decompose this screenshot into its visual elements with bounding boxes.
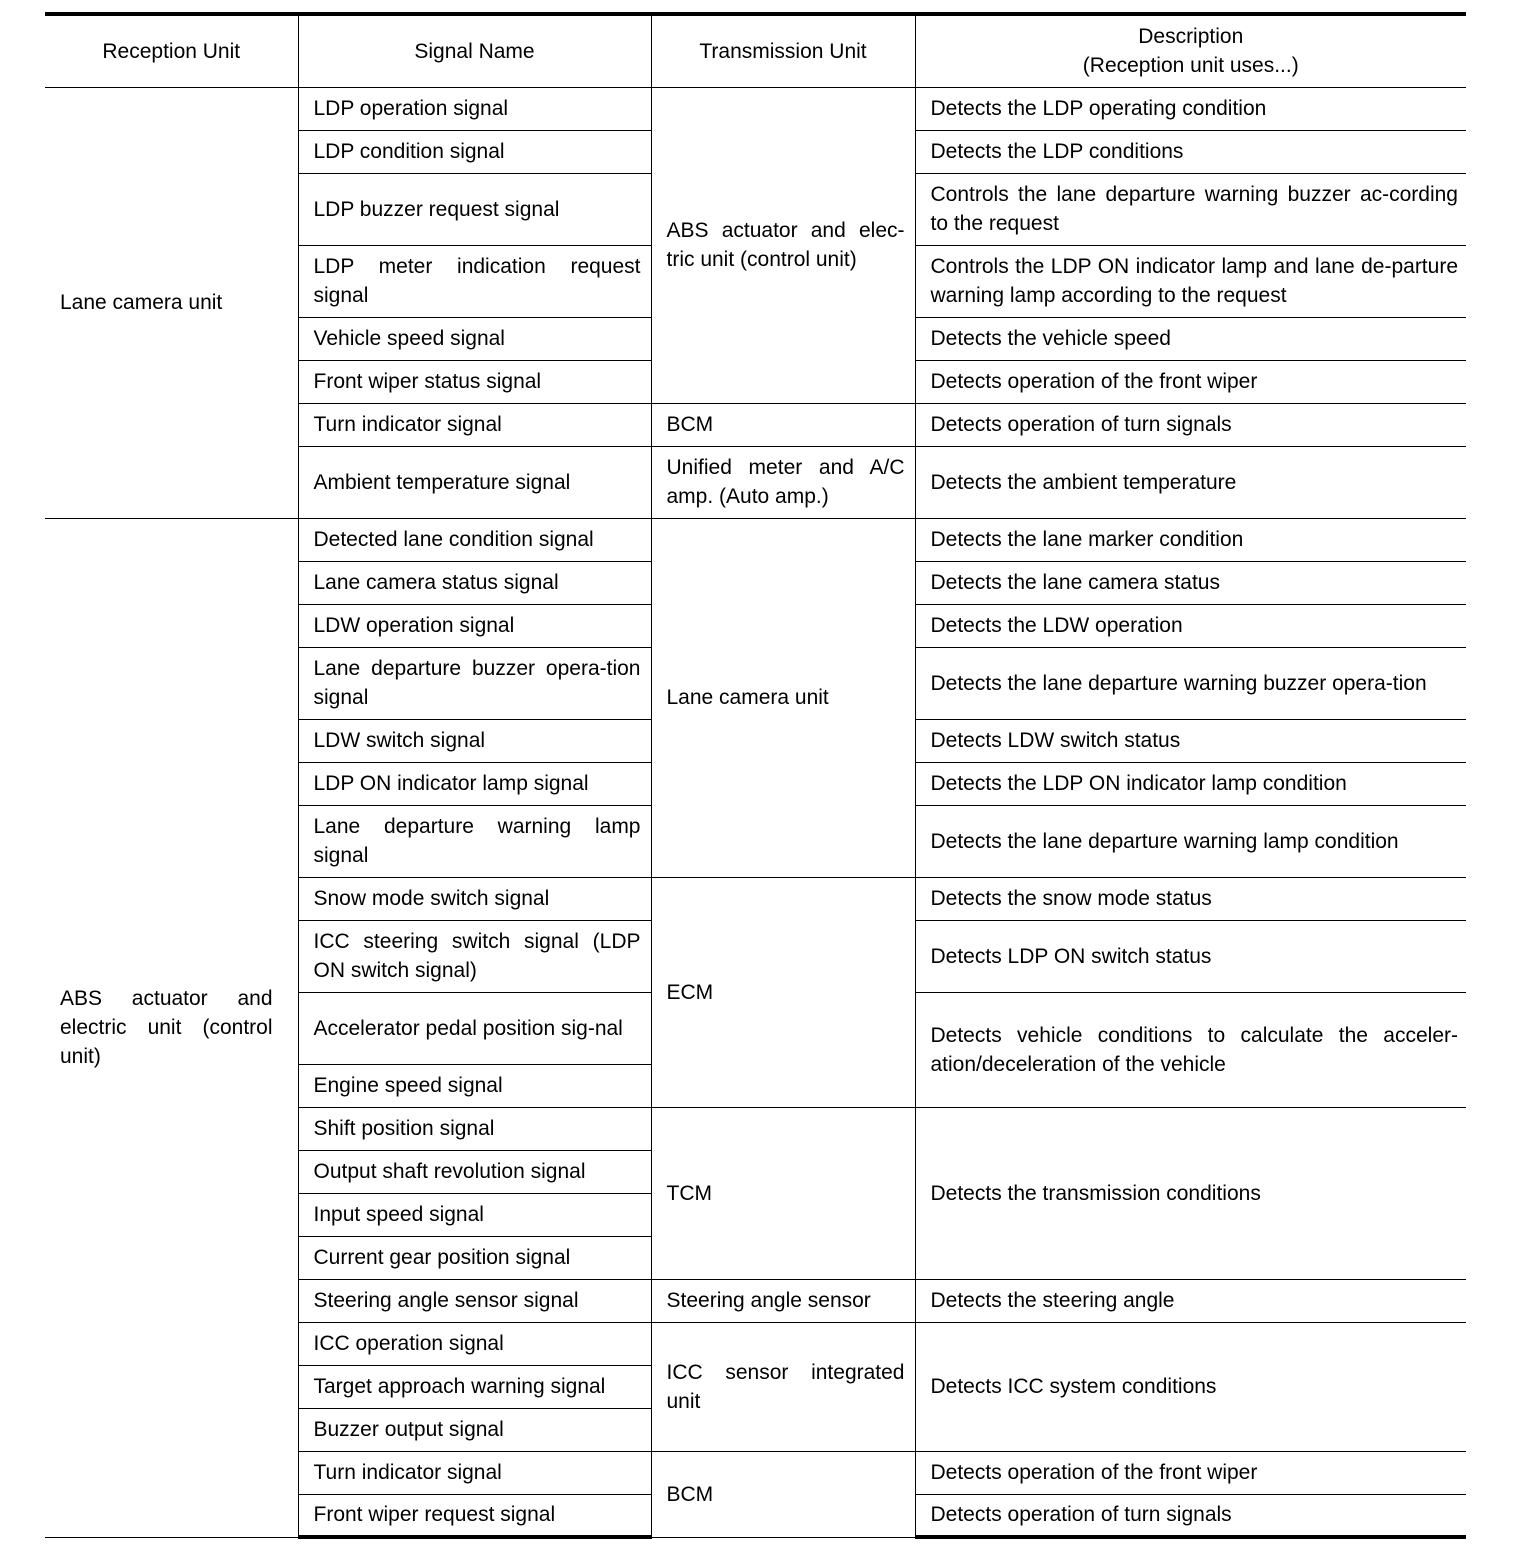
transmission-unit-cell: Steering angle sensor bbox=[651, 1279, 915, 1322]
description-cell: Detects operation of the front wiper bbox=[915, 1451, 1466, 1494]
reception-unit-cell: Lane camera unit bbox=[45, 87, 298, 518]
signal-name-cell: Detected lane condition signal bbox=[298, 518, 651, 561]
signal-name-cell: LDW switch signal bbox=[298, 719, 651, 762]
signal-name-cell: Input speed signal bbox=[298, 1193, 651, 1236]
description-cell: Detects the transmission conditions bbox=[915, 1107, 1466, 1279]
transmission-unit-cell: ECM bbox=[651, 877, 915, 1107]
description-cell: Detects the lane camera status bbox=[915, 561, 1466, 604]
description-cell: Detects the LDP operating condition bbox=[915, 87, 1466, 130]
description-cell: Detects the LDP conditions bbox=[915, 130, 1466, 173]
description-cell: Detects the snow mode status bbox=[915, 877, 1466, 920]
signal-name-cell: ICC steering switch signal (LDP ON switch signal) bbox=[298, 920, 651, 992]
transmission-unit-cell: TCM bbox=[651, 1107, 915, 1279]
signal-name-cell: Engine speed signal bbox=[298, 1064, 651, 1107]
signal-name-cell: ICC operation signal bbox=[298, 1322, 651, 1365]
signal-name-cell: LDP condition signal bbox=[298, 130, 651, 173]
signal-name-cell: Output shaft revolution signal bbox=[298, 1150, 651, 1193]
transmission-unit-cell: BCM bbox=[651, 403, 915, 446]
transmission-unit-cell: Lane camera unit bbox=[651, 518, 915, 877]
signal-name-cell: Front wiper request signal bbox=[298, 1494, 651, 1537]
signal-name-cell: Steering angle sensor signal bbox=[298, 1279, 651, 1322]
signal-name-cell: LDP ON indicator lamp signal bbox=[298, 762, 651, 805]
description-cell: Detects the ambient temperature bbox=[915, 446, 1466, 518]
transmission-unit-cell: BCM bbox=[651, 1451, 915, 1537]
description-cell: Detects the LDP ON indicator lamp condition bbox=[915, 762, 1466, 805]
description-cell: Detects LDP ON switch status bbox=[915, 920, 1466, 992]
header-signal-name: Signal Name bbox=[298, 14, 651, 87]
signal-name-cell: Ambient temperature signal bbox=[298, 446, 651, 518]
description-cell: Detects operation of the front wiper bbox=[915, 360, 1466, 403]
description-cell: Detects vehicle conditions to calculate the acceler-ation/deceleration of the vehicle bbox=[915, 992, 1466, 1107]
signal-name-cell: Turn indicator signal bbox=[298, 403, 651, 446]
signal-name-cell: Lane camera status signal bbox=[298, 561, 651, 604]
signal-name-cell: Turn indicator signal bbox=[298, 1451, 651, 1494]
signal-name-cell: LDW operation signal bbox=[298, 604, 651, 647]
header-transmission-unit: Transmission Unit bbox=[651, 14, 915, 87]
description-cell: Detects operation of turn signals bbox=[915, 403, 1466, 446]
description-cell: Detects LDW switch status bbox=[915, 719, 1466, 762]
header-description-subtitle: (Reception unit uses...) bbox=[1082, 54, 1299, 78]
signal-name-cell: LDP operation signal bbox=[298, 87, 651, 130]
signal-name-cell: LDP buzzer request signal bbox=[298, 173, 651, 245]
signal-name-cell: Accelerator pedal position sig-nal bbox=[298, 992, 651, 1064]
description-cell: Controls the LDP ON indicator lamp and lane de-parture warning lamp according to the request bbox=[915, 245, 1466, 317]
description-cell: Detects the lane departure warning buzzer opera-tion bbox=[915, 647, 1466, 719]
header-row bbox=[45, 14, 1466, 87]
signal-name-cell: Snow mode switch signal bbox=[298, 877, 651, 920]
description-cell: Detects ICC system conditions bbox=[915, 1322, 1466, 1451]
description-cell: Detects the lane marker condition bbox=[915, 518, 1466, 561]
signal-name-cell: Lane departure buzzer opera-tion signal bbox=[298, 647, 651, 719]
description-cell: Detects operation of turn signals bbox=[915, 1494, 1466, 1537]
description-cell: Controls the lane departure warning buzzer ac-cording to the request bbox=[915, 173, 1466, 245]
table-row bbox=[45, 518, 1466, 561]
header-reception-unit: Reception Unit bbox=[45, 14, 298, 87]
description-cell: Detects the vehicle speed bbox=[915, 317, 1466, 360]
signal-name-cell: Lane departure warning lamp signal bbox=[298, 805, 651, 877]
description-cell: Detects the lane departure warning lamp condition bbox=[915, 805, 1466, 877]
signal-name-cell: Current gear position signal bbox=[298, 1236, 651, 1279]
can-signal-table bbox=[45, 12, 1466, 1539]
description-cell: Detects the LDW operation bbox=[915, 604, 1466, 647]
reception-unit-cell: ABS actuator and electric unit (control unit) bbox=[45, 518, 298, 1537]
header-description bbox=[915, 14, 1466, 87]
signal-name-cell: Buzzer output signal bbox=[298, 1408, 651, 1451]
description-cell: Detects the steering angle bbox=[915, 1279, 1466, 1322]
signal-name-cell: Target approach warning signal bbox=[298, 1365, 651, 1408]
signal-name-cell: LDP meter indication request signal bbox=[298, 245, 651, 317]
table-row bbox=[45, 87, 1466, 130]
transmission-unit-cell: Unified meter and A/C amp. (Auto amp.) bbox=[651, 446, 915, 518]
signal-name-cell: Shift position signal bbox=[298, 1107, 651, 1150]
transmission-unit-cell: ICC sensor integrated unit bbox=[651, 1322, 915, 1451]
signal-name-cell: Front wiper status signal bbox=[298, 360, 651, 403]
header-description-title: Description bbox=[1138, 25, 1244, 49]
transmission-unit-cell: ABS actuator and elec-tric unit (control unit) bbox=[651, 87, 915, 403]
signal-name-cell: Vehicle speed signal bbox=[298, 317, 651, 360]
